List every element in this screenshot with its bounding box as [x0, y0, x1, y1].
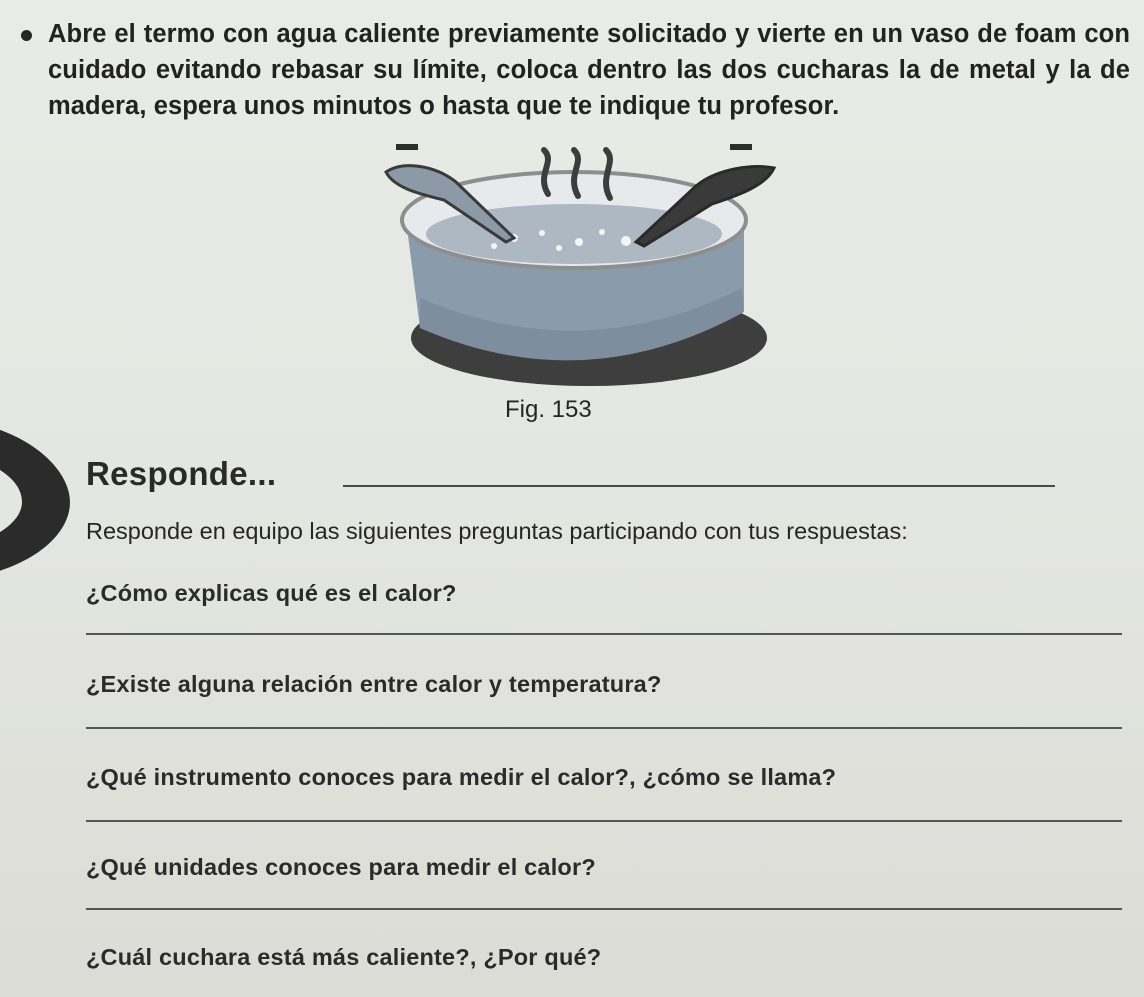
question-1: ¿Cómo explicas qué es el calor?	[86, 580, 457, 606]
answer-line-3[interactable]	[86, 820, 1122, 822]
section-instructions: Responde en equipo las siguientes preguntas participando con tus respuestas:	[86, 518, 908, 544]
question-2: ¿Existe alguna relación entre calor y temperatura?	[86, 671, 662, 697]
answer-line-2[interactable]	[86, 727, 1122, 729]
section-marker-icon	[0, 420, 80, 580]
wooden-spoon-tip	[730, 144, 752, 150]
section-title: Responde...	[86, 455, 277, 492]
question-3: ¿Qué instrumento conoces para medir el calor?, ¿cómo se llama?	[86, 764, 837, 790]
answer-line-1[interactable]	[86, 633, 1122, 635]
metal-spoon-tip	[396, 144, 418, 150]
title-underline	[343, 485, 1055, 487]
pot-with-spoons-illustration	[374, 138, 794, 394]
answer-line-4[interactable]	[86, 908, 1122, 910]
figure-caption: Fig. 153	[505, 396, 592, 423]
intro-paragraph: Abre el termo con agua caliente previamente solicitado y vierte en un vaso de foam con cuidado evitando rebasar su límite, coloca dentro las dos cucharas la de metal y la de madera, espera unos minutos o hasta que te indique tu profesor.	[48, 20, 1130, 120]
bullet-dot	[21, 30, 32, 41]
question-4: ¿Qué unidades conoces para medir el calor?	[86, 854, 596, 880]
question-5: ¿Cuál cuchara está más caliente?, ¿Por qué?	[86, 944, 602, 970]
